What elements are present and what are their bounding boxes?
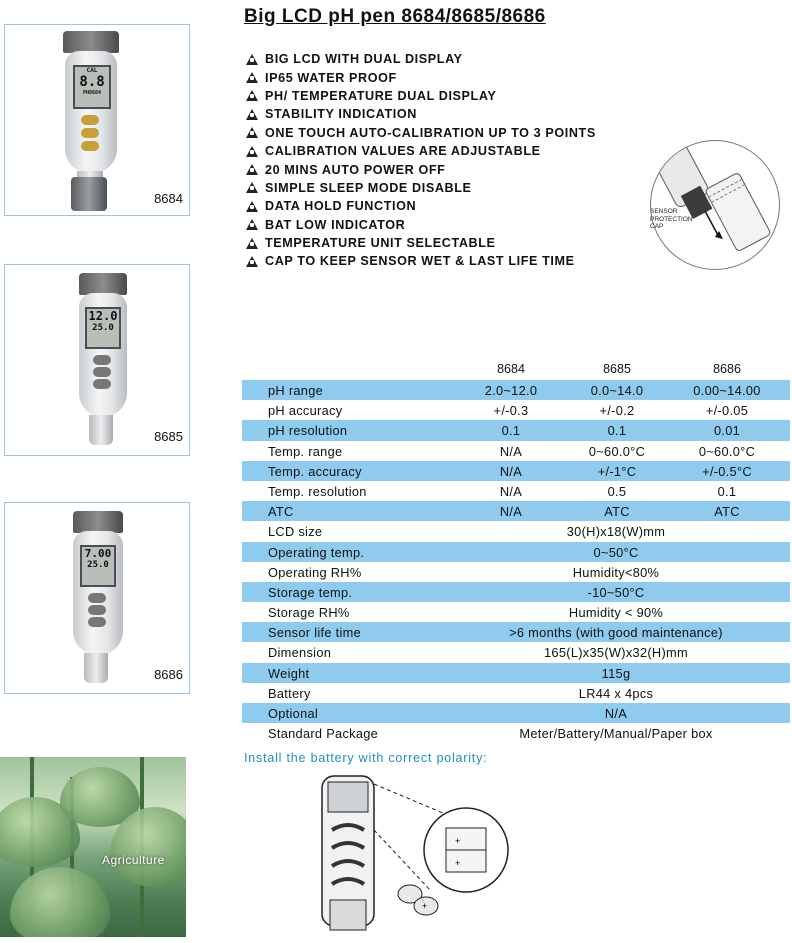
- table-row: Operating RH% Humidity<80%: [242, 562, 790, 582]
- warning-triangle-icon: [246, 219, 258, 230]
- table-row: Weight 115g: [242, 663, 790, 683]
- warning-triangle-icon: [246, 54, 258, 65]
- product-frame-8686: [4, 502, 190, 694]
- sensor-cap-image: [71, 177, 107, 211]
- table-row: pH range 2.0~12.0 0.0~14.0 0.00~14.00: [242, 380, 790, 400]
- warning-triangle-icon: [246, 164, 258, 175]
- table-row: Battery LR44 x 4pcs: [242, 683, 790, 703]
- table-row: Temp. resolution N/A 0.5 0.1: [242, 481, 790, 501]
- button-icon: [93, 367, 111, 377]
- product-frame-8684: [4, 24, 190, 216]
- ph-pen-illustration: [79, 273, 139, 453]
- column-header: 8684: [497, 362, 525, 376]
- lcd-display: CAL 8.8 PH8684: [73, 65, 111, 109]
- column-header: 8686: [713, 362, 741, 376]
- button-icon: [88, 605, 106, 615]
- warning-triangle-icon: [246, 109, 258, 120]
- table-row: Standard Package Meter/Battery/Manual/Paper box: [242, 723, 790, 743]
- svg-text:+: +: [455, 836, 461, 846]
- feature-item: 20 MINS AUTO POWER OFF: [246, 160, 596, 178]
- svg-text:+: +: [422, 901, 428, 911]
- button-icon: [93, 379, 111, 389]
- button-icon: [88, 617, 106, 627]
- battery-install-note: Install the battery with correct polarity:: [244, 751, 488, 765]
- warning-triangle-icon: [246, 146, 258, 157]
- table-row: Temp. accuracy N/A +/-1°C +/-0.5°C: [242, 461, 790, 481]
- table-row: Dimension 165(L)x35(W)x32(H)mm: [242, 642, 790, 662]
- warning-triangle-icon: [246, 90, 258, 101]
- feature-item: ONE TOUCH AUTO-CALIBRATION UP TO 3 POINTS: [246, 124, 596, 142]
- feature-list: [246, 50, 596, 271]
- table-row: pH accuracy +/-0.3 +/-0.2 +/-0.05: [242, 400, 790, 420]
- warning-triangle-icon: [246, 256, 258, 267]
- battery-diagram: [300, 770, 540, 938]
- ph-pen-illustration: [73, 511, 133, 691]
- button-icon: [93, 355, 111, 365]
- product-frame-8685: [4, 264, 190, 456]
- battery-diagram-drawing: [300, 770, 540, 938]
- table-row: LCD size 30(H)x18(W)mm: [242, 521, 790, 541]
- warning-triangle-icon: [246, 201, 258, 212]
- table-row: Storage temp. -10~50°C: [242, 582, 790, 602]
- feature-item: PH/ TEMPERATURE DUAL DISPLAY: [246, 87, 596, 105]
- page-title: Big LCD pH pen 8684/8685/8686: [244, 6, 546, 27]
- sensor-cap-drawing: [651, 141, 779, 269]
- button-icon: [88, 593, 106, 603]
- photo-caption: Agriculture: [102, 853, 165, 867]
- agriculture-photo: [0, 757, 186, 937]
- sensor-cap-label: SENSOR PROTECTION CAP: [650, 208, 693, 230]
- model-label-8684: 8684: [154, 191, 183, 206]
- table-row: Optional N/A: [242, 703, 790, 723]
- lcd-display: 7.00 25.0: [80, 545, 116, 587]
- table-row: ATC N/A ATC ATC: [242, 501, 790, 521]
- feature-item: DATA HOLD FUNCTION: [246, 197, 596, 215]
- lcd-display: 12.0 25.0: [85, 307, 121, 349]
- svg-text:+: +: [455, 858, 461, 868]
- warning-triangle-icon: [246, 182, 258, 193]
- table-row: Storage RH% Humidity < 90%: [242, 602, 790, 622]
- model-label-8686: 8686: [154, 667, 183, 682]
- warning-triangle-icon: [246, 238, 258, 249]
- button-icon: [81, 141, 99, 151]
- warning-triangle-icon: [246, 72, 258, 83]
- feature-item: TEMPERATURE UNIT SELECTABLE: [246, 234, 596, 252]
- spec-table: [242, 360, 790, 743]
- feature-item: IP65 WATER PROOF: [246, 68, 596, 86]
- table-row: Temp. range N/A 0~60.0°C 0~60.0°C: [242, 441, 790, 461]
- table-row: Sensor life time >6 months (with good maintenance): [242, 622, 790, 642]
- feature-item: BAT LOW INDICATOR: [246, 216, 596, 234]
- column-header: 8685: [603, 362, 631, 376]
- table-row: Operating temp. 0~50°C: [242, 542, 790, 562]
- table-row: pH resolution 0.1 0.1 0.01: [242, 420, 790, 440]
- sensor-cap-illustration: [650, 140, 780, 270]
- button-icon: [81, 128, 99, 138]
- feature-item: CALIBRATION VALUES ARE ADJUSTABLE: [246, 142, 596, 160]
- spec-header-row: [242, 360, 790, 380]
- button-icon: [81, 115, 99, 125]
- feature-item: SIMPLE SLEEP MODE DISABLE: [246, 179, 596, 197]
- feature-item: STABILITY INDICATION: [246, 105, 596, 123]
- model-label-8685: 8685: [154, 429, 183, 444]
- feature-item: BIG LCD WITH DUAL DISPLAY: [246, 50, 596, 68]
- warning-triangle-icon: [246, 127, 258, 138]
- feature-item: CAP TO KEEP SENSOR WET & LAST LIFE TIME: [246, 252, 596, 270]
